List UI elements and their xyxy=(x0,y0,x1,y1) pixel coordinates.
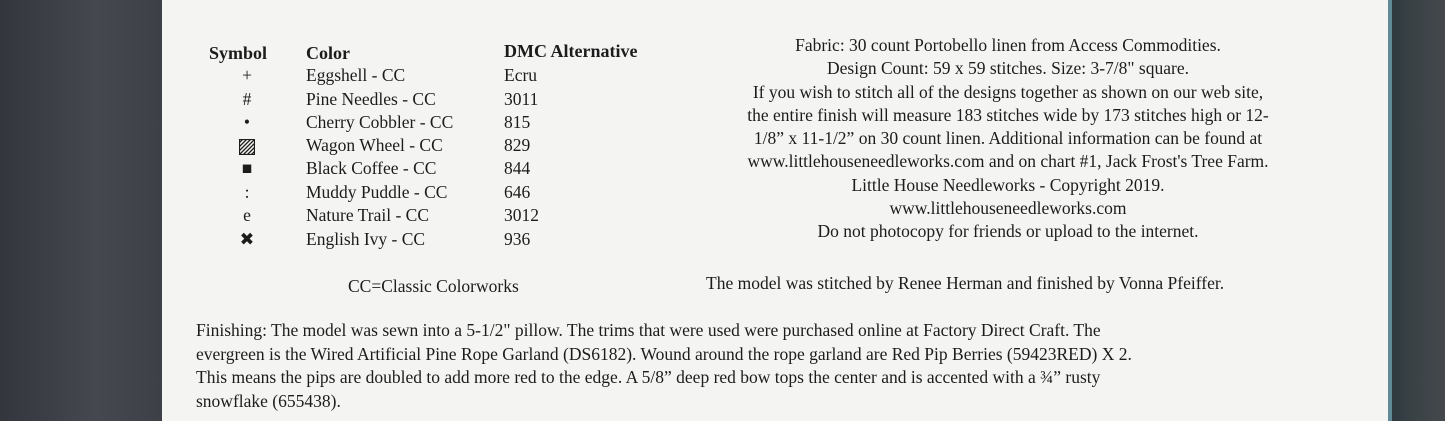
legend-color: English Ivy - CC xyxy=(306,229,426,249)
info-line: the entire finish will measure 183 stitches wide by 173 stitches high or 12- xyxy=(747,104,1269,125)
notice-line: Do not photocopy for friends or upload to the internet. xyxy=(817,221,1199,242)
legend-color: Wagon Wheel - CC xyxy=(306,135,443,155)
finishing-line: evergreen is the Wired Artificial Pine Rope Garland (DS6182). Wound around the rope garland are Red Pip Berries (59423RED) X 2. xyxy=(196,343,1132,364)
info-line: 1/8” x 11-1/2” on 30 count linen. Additional information can be found at xyxy=(753,128,1263,149)
dot-symbol-icon: • xyxy=(243,112,251,132)
finishing-notes xyxy=(196,319,1346,413)
e-symbol-icon: e xyxy=(243,205,251,225)
background-right xyxy=(1392,0,1445,421)
legend-color: Eggshell - CC xyxy=(306,65,406,85)
design-count-line: Design Count: 59 x 59 stitches. Size: 3-7/8" square. xyxy=(827,58,1189,79)
dmc-header: DMC Alternative xyxy=(504,41,638,61)
legend-dmc: 844 xyxy=(504,158,531,178)
finishing-line: This means the pips are doubled to add more red to the edge. A 5/8” deep red bow tops the center and is accented with a ¾” rusty xyxy=(196,367,1101,387)
credit-line: The model was stitched by Renee Herman and finished by Vonna Pfeiffer. xyxy=(706,273,1225,293)
legend-dmc: 646 xyxy=(504,182,531,202)
colon-symbol-icon: : xyxy=(244,182,250,202)
finishing-line: snowflake (655438). xyxy=(196,390,341,411)
copyright-line: Little House Needleworks - Copyright 2019. xyxy=(851,174,1165,195)
legend-dmc: 829 xyxy=(504,135,531,155)
cross-symbol-icon: ✖ xyxy=(239,229,255,249)
hatched-square-icon xyxy=(207,134,287,157)
info-line: www.littlehouseneedleworks.com and on chart #1, Jack Frost's Tree Farm. xyxy=(747,151,1269,172)
website-line: www.littlehouseneedleworks.com xyxy=(889,198,1127,219)
legend-dmc: 3012 xyxy=(504,205,539,225)
info-line: If you wish to stitch all of the designs together as shown on our web site, xyxy=(752,81,1264,102)
hash-symbol-icon: # xyxy=(242,89,252,109)
filled-square-icon: ■ xyxy=(241,158,253,178)
chart-info xyxy=(690,34,1326,244)
legend-color: Muddy Puddle - CC xyxy=(306,182,448,202)
finishing-line: Finishing: The model was sewn into a 5-1/2" pillow. The trims that were used were purchased online at Factory Direct Craft. The xyxy=(196,320,1101,340)
legend-color: Black Coffee - CC xyxy=(306,158,437,178)
legend-color: Pine Needles - CC xyxy=(306,89,436,109)
fabric-line: Fabric: 30 count Portobello linen from Access Commodities. xyxy=(795,35,1221,55)
symbol-header: Symbol xyxy=(209,43,268,63)
legend-color: Nature Trail - CC xyxy=(306,205,429,225)
legend-footnote: CC=Classic Colorworks xyxy=(348,276,519,296)
legend-dmc: 3011 xyxy=(504,89,539,109)
legend-dmc: 936 xyxy=(504,229,531,249)
background-left xyxy=(0,0,162,421)
legend-color: Cherry Cobbler - CC xyxy=(306,112,454,132)
plus-symbol-icon: + xyxy=(242,65,252,85)
color-header: Color xyxy=(306,43,350,63)
legend-dmc: Ecru xyxy=(504,65,538,85)
legend-dmc: 815 xyxy=(504,112,531,132)
